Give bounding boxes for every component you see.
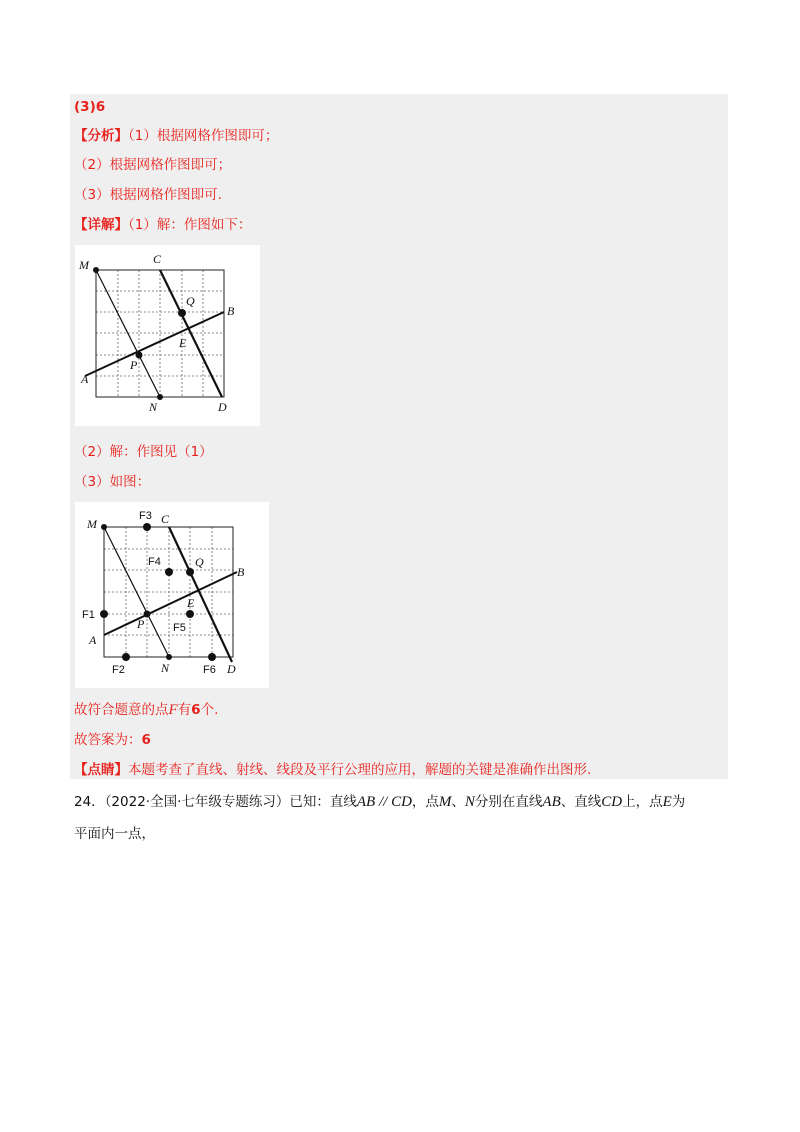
label-a: A	[81, 372, 89, 386]
comment-text: 本题考查了直线、射线、线段及平行公理的应用，解题的关键是准确作出图形.	[128, 762, 592, 778]
label-b: B	[227, 304, 235, 318]
answer-value: 6	[141, 732, 151, 748]
grid-border-1	[96, 270, 224, 397]
label-e: E	[179, 336, 187, 350]
label-m-2: M	[87, 517, 97, 531]
conclusion-post: 有	[177, 702, 192, 718]
label-e-2: E	[187, 596, 195, 610]
comment-line	[74, 761, 591, 779]
question-24-line1	[74, 793, 685, 811]
label-d-2: D	[227, 662, 236, 676]
part3-line: （3）如图：	[74, 474, 151, 490]
label-q: Q	[186, 294, 195, 308]
analysis-item1: （1）根据网格作图即可；	[128, 128, 279, 144]
figure-1	[75, 245, 260, 426]
label-c: C	[153, 252, 162, 266]
label-p-2: P	[137, 617, 145, 631]
q24-mid4: 上，点	[622, 794, 663, 810]
grid-2	[104, 527, 233, 657]
q24-parallel: //	[375, 794, 392, 810]
segment-mn	[96, 270, 160, 397]
q24-sep: 、	[451, 794, 465, 810]
conclusion-line	[74, 701, 218, 719]
point-m	[93, 267, 99, 273]
label-n: N	[149, 400, 158, 414]
q24-source: （2022·全国·七年级专题练习）已知：直线	[104, 794, 357, 810]
analysis-tag: 【分析】	[74, 128, 128, 144]
answer-part3: (3)6	[74, 99, 106, 115]
q24-cd: CD	[391, 794, 412, 810]
q24-mid1: ，点	[411, 794, 439, 810]
point-q	[178, 309, 186, 317]
label-n-2: N	[161, 661, 170, 675]
q24-n: N	[464, 794, 475, 810]
label-f3: F3	[139, 510, 152, 522]
label-d: D	[218, 400, 227, 414]
label-f5: F5	[173, 622, 186, 634]
label-f4: F4	[148, 556, 161, 568]
conclusion-count: 6	[191, 702, 201, 718]
figure-2	[75, 502, 269, 688]
line-cd-2	[169, 527, 232, 662]
line-cd	[160, 270, 222, 397]
point-n	[157, 394, 163, 400]
q24-e: E	[662, 794, 672, 810]
point-f5	[186, 610, 194, 618]
q24-ab2: AB	[542, 794, 561, 810]
point-m-2	[101, 524, 107, 530]
point-q-2	[186, 568, 194, 576]
q24-mid2: 分别在直线	[474, 794, 543, 810]
detail-text: （1）解：作图如下：	[128, 217, 252, 233]
point-f3	[143, 523, 151, 531]
point-p-2	[144, 611, 151, 618]
analysis-line1	[74, 127, 278, 145]
label-f6: F6	[203, 664, 216, 676]
point-f2	[122, 653, 130, 661]
point-n-2	[166, 654, 172, 660]
conclusion-pre: 故符合题意的点	[74, 702, 169, 718]
answer-line	[74, 731, 151, 749]
label-f1: F1	[82, 609, 95, 621]
q24-cd2: CD	[601, 794, 623, 810]
label-c-2: C	[161, 512, 170, 526]
grid-1	[96, 270, 224, 397]
q24-ab: AB	[356, 794, 376, 810]
detail-line	[74, 216, 251, 234]
conclusion-unit: 个.	[200, 702, 219, 718]
comment-tag: 【点睛】	[74, 762, 128, 778]
analysis-item3: （3）根据网格作图即可.	[74, 187, 222, 203]
q24-m: M	[438, 794, 452, 810]
figure-2-graph	[75, 502, 269, 688]
label-a-2: A	[89, 633, 97, 647]
label-m: M	[79, 258, 89, 272]
point-f6	[208, 653, 216, 661]
label-f2: F2	[112, 664, 125, 676]
part2-line: （2）解：作图见（1）	[74, 444, 213, 460]
point-f4	[165, 568, 173, 576]
q24-number: 24．	[74, 794, 105, 810]
conclusion-var: F	[168, 702, 178, 718]
line-ab-2	[104, 572, 237, 635]
q24-mid3: 、直线	[560, 794, 602, 810]
label-p: P	[130, 358, 138, 372]
q24-end: 为	[671, 794, 686, 810]
question-24-line2: 平面内一点，	[74, 826, 155, 842]
label-b-2: B	[237, 565, 245, 579]
figure-1-graph	[75, 245, 260, 426]
label-q-2: Q	[195, 555, 204, 569]
analysis-item2: （2）根据网格作图即可；	[74, 157, 232, 173]
detail-tag: 【详解】	[74, 217, 128, 233]
answer-pre: 故答案为：	[74, 732, 142, 748]
point-f1	[100, 610, 108, 618]
